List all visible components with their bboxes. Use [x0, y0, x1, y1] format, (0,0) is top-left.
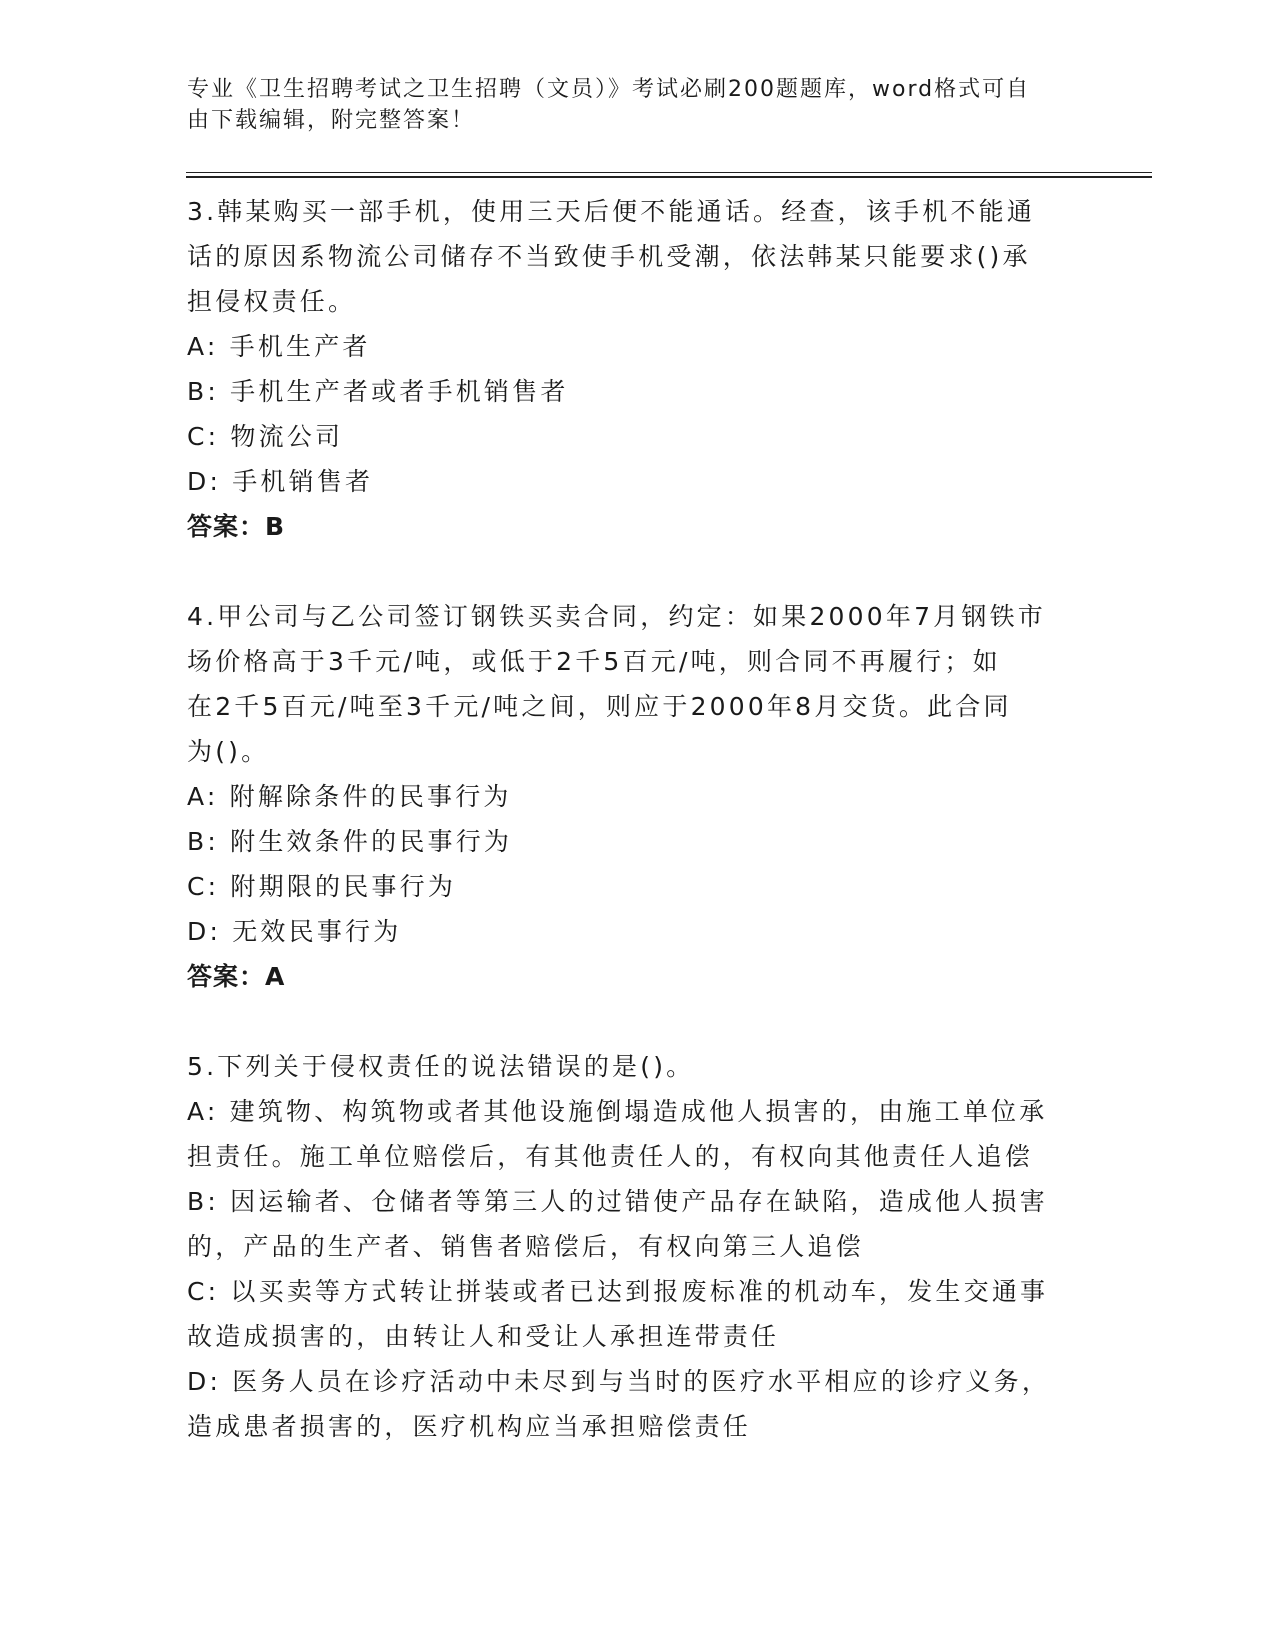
header-line: 由下载编辑，附完整答案！ [187, 108, 476, 133]
question-list [187, 189, 1077, 1449]
question-item [187, 189, 1077, 549]
option-line: A: 建筑物、构筑物或者其他设施倒塌造成他人损害的，由施工单位承 [187, 1097, 1048, 1126]
question-line: 场价格高于3千元/吨，或低于2千5百元/吨，则合同不再履行；如 [187, 647, 1001, 676]
question-line: 5.下列关于侵权责任的说法错误的是()。 [187, 1052, 695, 1081]
option-line: B: 因运输者、仓储者等第三人的过错使产品存在缺陷，造成他人损害 [187, 1187, 1048, 1216]
question-line: 话的原因系物流公司储存不当致使手机受潮，依法韩某只能要求()承 [187, 242, 1031, 271]
question-stem [187, 189, 1077, 324]
option-c: C: 物流公司 [187, 422, 344, 451]
option-a: A: 附解除条件的民事行为 [187, 782, 512, 811]
option-d: D: 无效民事行为 [187, 917, 402, 946]
option-c: C: 附期限的民事行为 [187, 872, 457, 901]
question-stem [187, 594, 1077, 774]
option-c [187, 1269, 1077, 1359]
question-spacer [187, 999, 1077, 1044]
option-b: B: 手机生产者或者手机销售者 [187, 377, 569, 406]
answer-line: 答案：B [187, 512, 286, 541]
header-divider-thick [186, 176, 1152, 178]
option-d [187, 1359, 1077, 1449]
question-line: 4.甲公司与乙公司签订钢铁买卖合同，约定：如果2000年7月钢铁市 [187, 602, 1046, 631]
option-line: 造成患者损害的，医疗机构应当承担赔偿责任 [187, 1412, 752, 1441]
option-b: B: 附生效条件的民事行为 [187, 827, 513, 856]
option-line: 的，产品的生产者、销售者赔偿后，有权向第三人追偿 [187, 1232, 864, 1261]
option-a [187, 1089, 1077, 1179]
answer-line: 答案：A [187, 962, 286, 991]
question-stem [187, 1044, 1077, 1089]
document-header [187, 74, 1067, 136]
question-spacer [187, 549, 1077, 594]
option-line: 故造成损害的，由转让人和受让人承担连带责任 [187, 1322, 780, 1351]
option-d: D: 手机销售者 [187, 467, 374, 496]
option-b [187, 1179, 1077, 1269]
header-divider-thin [186, 172, 1152, 173]
question-item [187, 1044, 1077, 1449]
option-line: D: 医务人员在诊疗活动中未尽到与当时的医疗水平相应的诊疗义务， [187, 1367, 1051, 1396]
option-a: A: 手机生产者 [187, 332, 371, 361]
question-line: 担侵权责任。 [187, 287, 357, 316]
question-item [187, 594, 1077, 999]
option-line: 担责任。施工单位赔偿后，有其他责任人的，有权向其他责任人追偿 [187, 1142, 1034, 1171]
header-line: 专业《卫生招聘考试之卫生招聘（文员）》考试必刷200题题库，word格式可自 [187, 77, 1031, 102]
question-line: 在2千5百元/吨至3千元/吨之间，则应于2000年8月交货。此合同 [187, 692, 1012, 721]
question-line: 3.韩某购买一部手机，使用三天后便不能通话。经查，该手机不能通 [187, 197, 1036, 226]
option-line: C: 以买卖等方式转让拼装或者已达到报废标准的机动车，发生交通事 [187, 1277, 1049, 1306]
question-line: 为()。 [187, 737, 270, 766]
